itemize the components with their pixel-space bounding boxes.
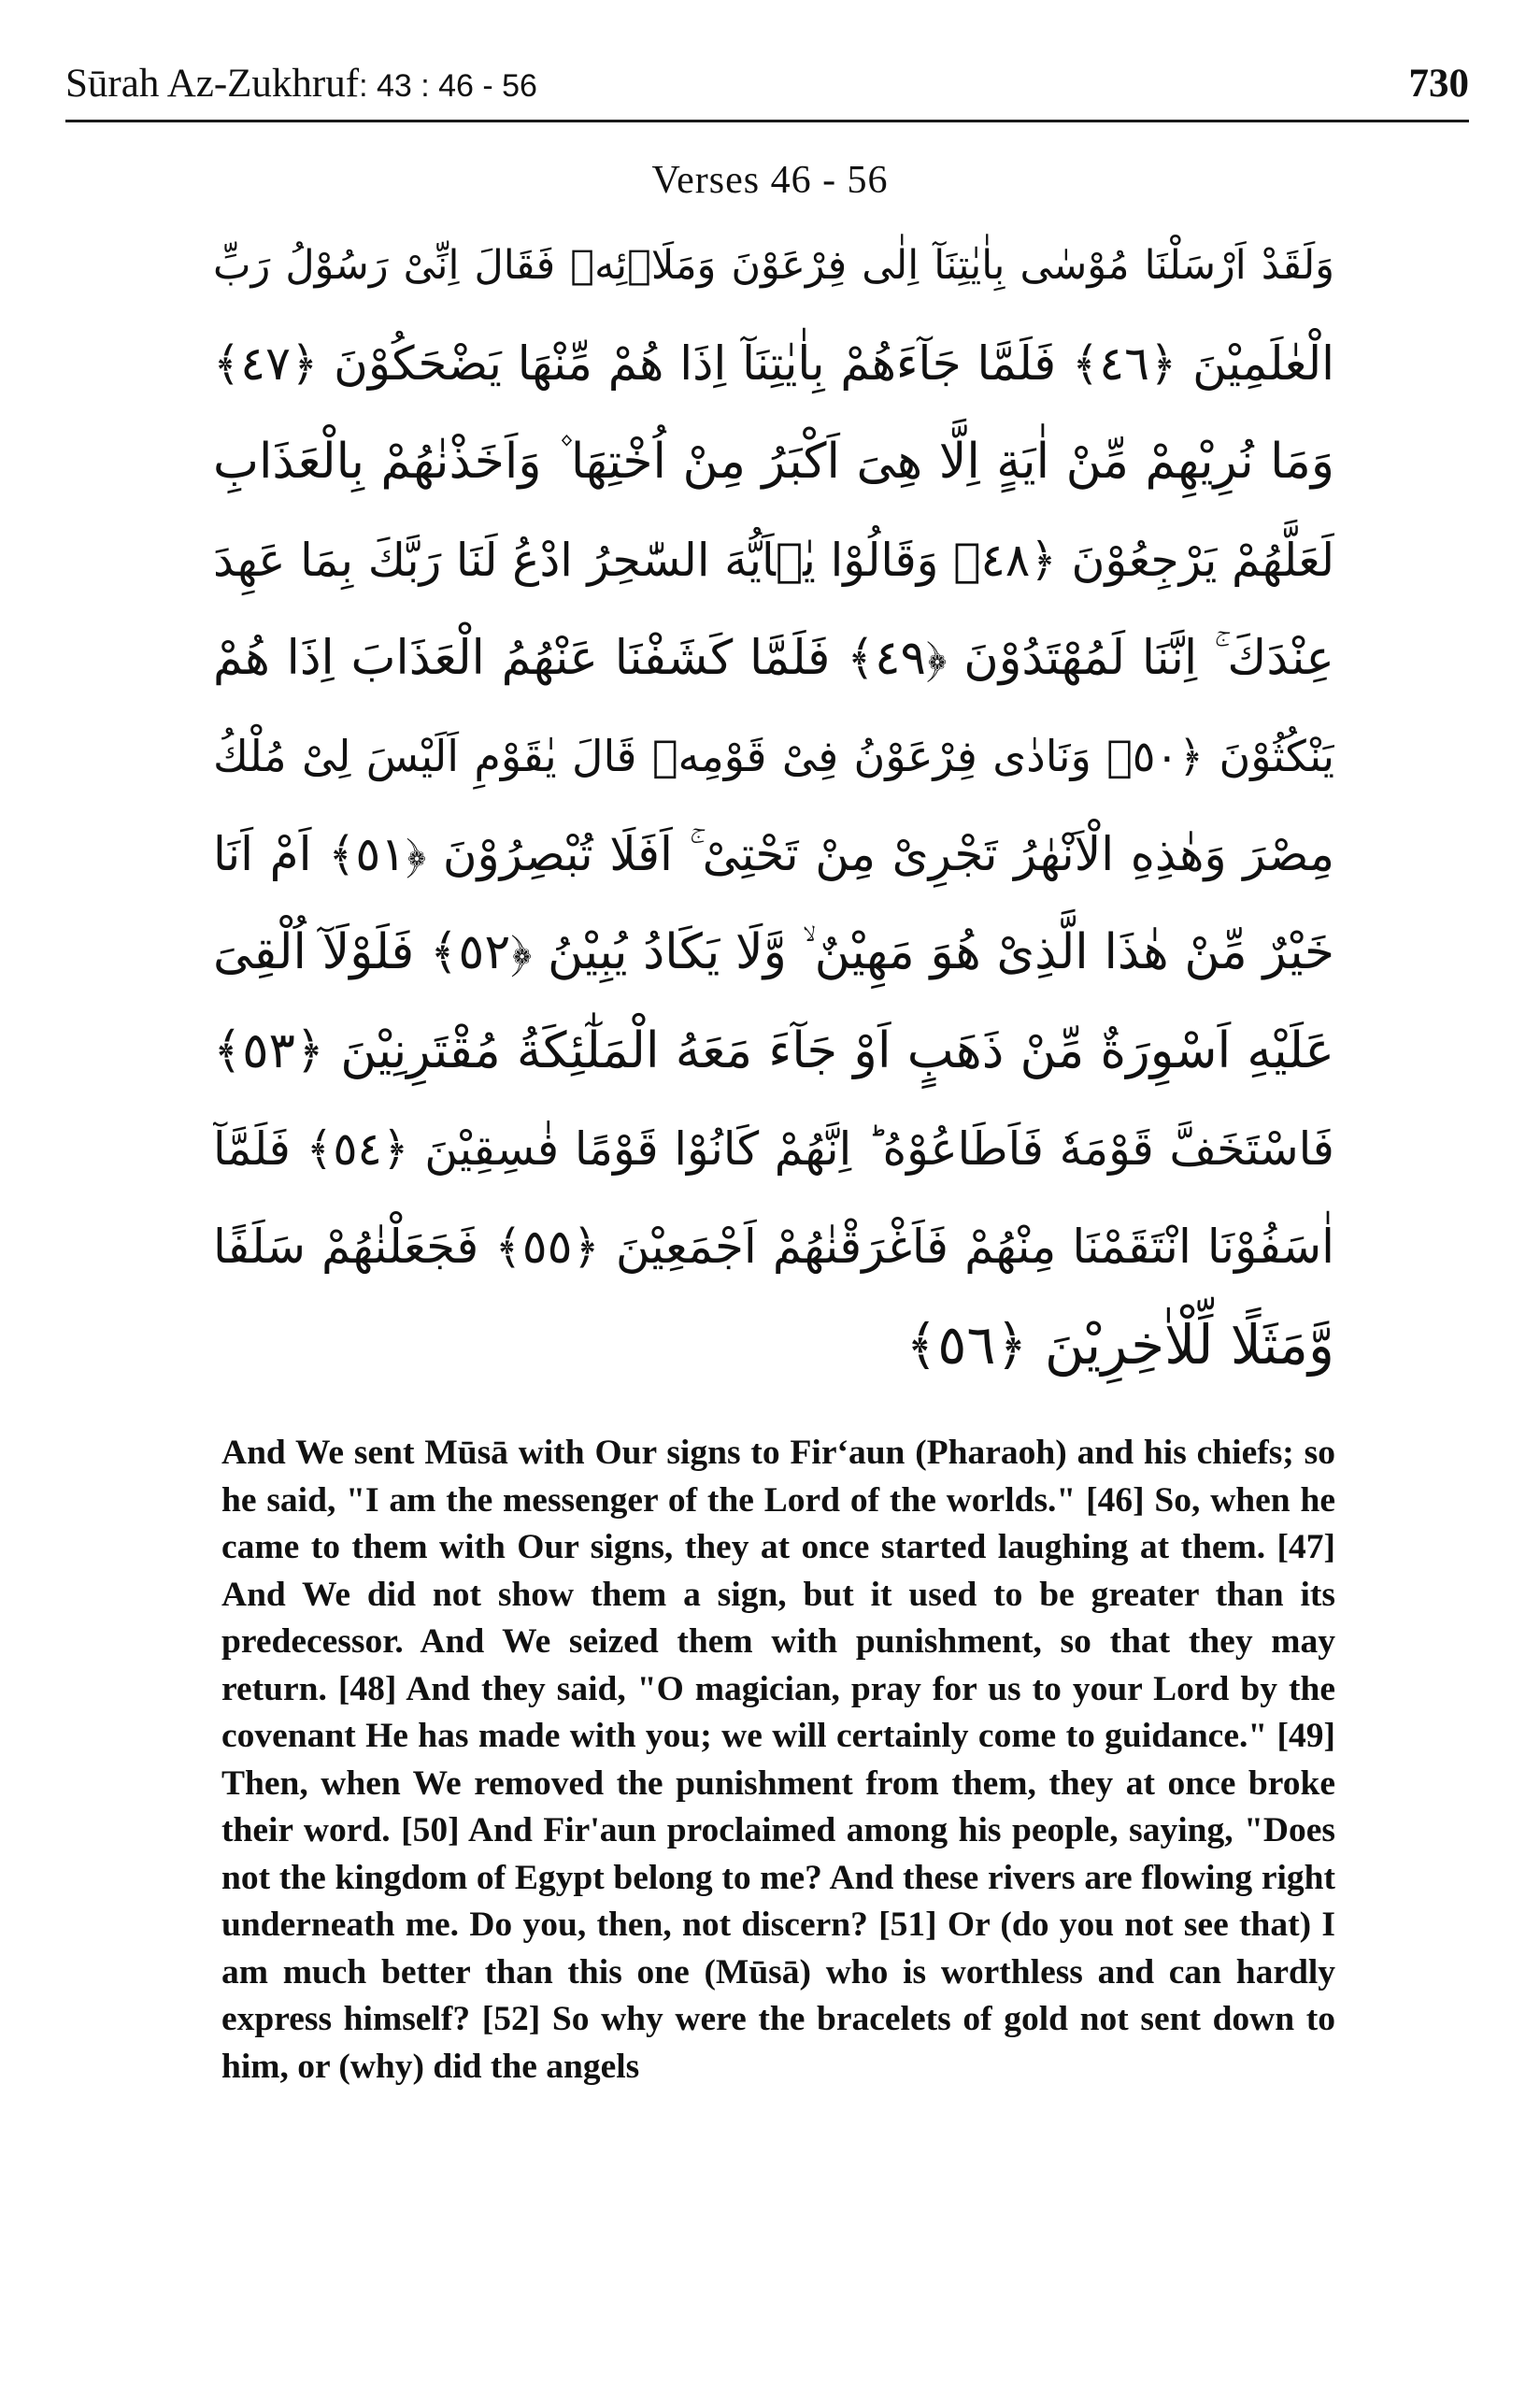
- arabic-line: خَيْرٌ مِّنْ هٰذَا الَّذِیْ هُوَ مَهِيْنٌ ۙ وَّلَا يَكَادُ يُبِيْنُ ﴿٥٢﴾ فَلَوْلَآ اُلْقِیَ: [213, 924, 1334, 980]
- arabic-line: يَنْكُثُوْنَ ﴿٥٠﴾ وَنَادٰى فِرْعَوْنُ فِیْ قَوْمِهٖ قَالَ يٰقَوْمِ اَلَيْسَ لِیْ مُلْكُ: [213, 731, 1334, 781]
- arabic-line: اٰسَفُوْنَا انْتَقَمْنَا مِنْهُمْ فَاَغْرَقْنٰهُمْ اَجْمَعِيْنَ ﴿٥٥﴾ فَجَعَلْنٰهُمْ سَلَفًا: [213, 1220, 1334, 1274]
- arabic-line: وَمَا نُرِيْهِمْ مِّنْ اٰيَةٍ اِلَّا هِیَ اَكْبَرُ مِنْ اُخْتِهَا ۫ وَاَخَذْنٰهُمْ بِالْعَذَابِ: [213, 434, 1334, 490]
- arabic-line: مِصْرَ وَهٰذِهِ الْاَنْهٰرُ تَجْرِیْ مِنْ تَحْتِیْ ۚ اَفَلَا تُبْصِرُوْنَ ﴿٥١﴾ اَمْ اَنَا: [213, 827, 1334, 881]
- arabic-line: فَاسْتَخَفَّ قَوْمَهٗ فَاَطَاعُوْهُ ؕ اِنَّهُمْ كَانُوْا قَوْمًا فٰسِقِيْنَ ﴿٥٤﴾ فَلَمَّآ: [213, 1122, 1334, 1176]
- surah-name: Sūrah Az-Zukhruf: [65, 62, 360, 106]
- page-header: [65, 56, 1469, 121]
- arabic-text-block: [213, 217, 1334, 1394]
- header-divider: [65, 120, 1469, 122]
- arabic-line: وَلَقَدْ اَرْسَلْنَا مُوْسٰى بِاٰيٰتِنَآ اِلٰى فِرْعَوْنَ وَمَلَا۟ئِهٖ فَقَالَ اِنِّیْ رَسُوْلُ رَبِّ: [213, 242, 1334, 289]
- translation-paragraph: And We sent Mūsā with Our signs to Fir‘aun (Pharaoh) and his chiefs; so he said, "I am the messenger of the Lord of the worlds." [46] So, when he came to them with Our signs, they at once started laughing at them. [47] And We did not show them a sign, but it used to be greater than its predecessor. And We seized them with punishment, so that they may return. [48] And they said, "O magician, pray for us to your Lord by the covenant He has made with you; we will certainly come to guidance." [49] Then, when We removed the punishment from them, they at once broke their word. [50] And Fir'aun proclaimed among his people, saying, "Does not the kingdom of Egypt belong to me? And these rivers are flowing right underneath me. Do you, then, not discern? [51] Or (do you not see that) I am much better than this one (Mūsā) who is worthless and can hardly express himself? [52] So why were the bracelets of gold not sent down to him, or (why) did the angels: [221, 1434, 1335, 2086]
- surah-reference: : 43 : 46 - 56: [359, 68, 537, 104]
- page-number: 730: [1408, 62, 1469, 106]
- surah-title: [65, 56, 537, 114]
- arabic-line: الْعٰلَمِيْنَ ﴿٤٦﴾ فَلَمَّا جَآءَهُمْ بِاٰيٰتِنَآ اِذَا هُمْ مِّنْهَا يَضْحَكُوْنَ ﴿٤٧﴾: [213, 336, 1334, 391]
- section-heading: Verses 46 - 56: [651, 159, 889, 202]
- arabic-line: وَّمَثَلًا لِّلْاٰخِرِيْنَ ﴿٥٦﴾: [905, 1313, 1334, 1377]
- arabic-line: عِنْدَكَ ۚ اِنَّنَا لَمُهْتَدُوْنَ ﴿٤٩﴾ فَلَمَّا كَشَفْنَا عَنْهُمُ الْعَذَابَ اِذَا هُمْ: [213, 631, 1334, 686]
- arabic-line: لَعَلَّهُمْ يَرْجِعُوْنَ ﴿٤٨﴾ وَقَالُوْا يٰۤاَيُّهَ السّٰحِرُ ادْعُ لَنَا رَبَّكَ بِمَا عَهِدَ: [213, 534, 1334, 587]
- arabic-line: عَلَيْهِ اَسْوِرَةٌ مِّنْ ذَهَبٍ اَوْ جَآءَ مَعَهُ الْمَلٰٓئِكَةُ مُقْتَرِنِيْنَ ﴿٥٣﴾: [213, 1022, 1334, 1079]
